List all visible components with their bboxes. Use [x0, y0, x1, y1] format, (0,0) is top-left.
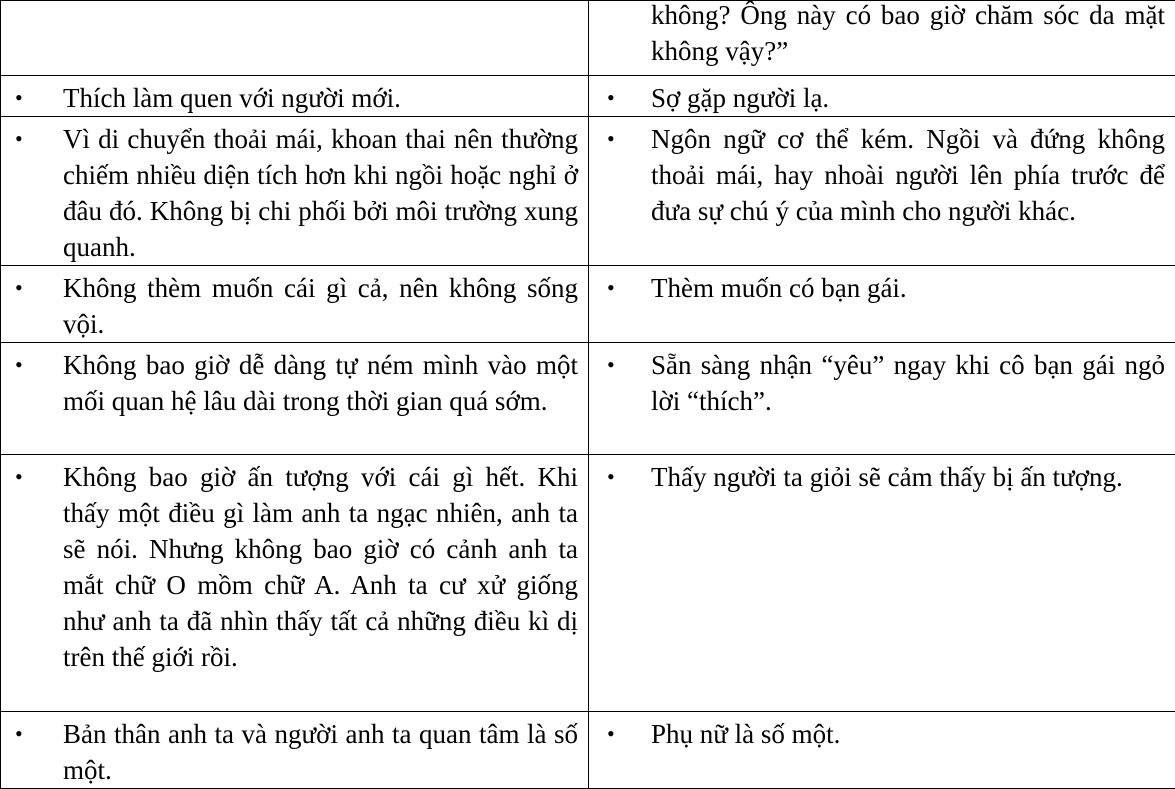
cell-text: Không bao giờ dễ dàng tự ném mình vào một mối quan hệ lâu dài trong thời gian quá sớm. [63, 350, 578, 416]
cell-text: Ngôn ngữ cơ thể kém. Ngồi và đứng không thoải mái, hay nhoài người lên phía trước để đưa sự chú ý của mình cho người khác. [651, 124, 1165, 226]
table-row [1, 712, 1175, 789]
cell-text: Không thèm muốn cái gì cả, nên không sống vội. [63, 273, 578, 339]
bullet-icon: • [607, 80, 615, 116]
cell-text: Không bao giờ ấn tượng với cái gì hết. Khi thấy một điều gì làm anh ta ngạc nhiên, anh ta sẽ nói. Nhưng không bao giờ có cảnh anh ta mắt chữ O mồm chữ A. Anh ta cư xử giống như anh ta đã nhìn thấy tất cả những điều kì dị trên thế giới rồi. [63, 462, 578, 672]
table-row [1, 266, 1175, 343]
left-cell [1, 117, 589, 266]
table-row [1, 76, 1175, 117]
cell-text: Phụ nữ là số một. [651, 719, 840, 749]
left-cell [1, 712, 589, 789]
bullet-icon: • [607, 121, 615, 157]
cell-text: không? Ông này có bao giờ chăm sóc da mặt không vậy?” [651, 0, 1165, 66]
bullet-icon: • [15, 80, 23, 116]
bullet-icon: • [607, 270, 615, 306]
cell-text: Bản thân anh ta và người anh ta quan tâm là số một. [63, 719, 578, 785]
right-cell [589, 266, 1175, 343]
bullet-icon: • [15, 716, 23, 752]
right-cell [589, 343, 1175, 455]
left-cell [1, 266, 589, 343]
bullet-icon: • [15, 270, 23, 306]
bullet-icon: • [607, 459, 615, 495]
cell-text: Sợ gặp người lạ. [651, 83, 829, 113]
table-row [1, 343, 1175, 455]
right-cell [589, 455, 1175, 712]
table-row [1, 455, 1175, 712]
left-cell [1, 343, 589, 455]
table-row [1, 117, 1175, 266]
bullet-icon: • [607, 716, 615, 752]
cell-text: Sẵn sàng nhận “yêu” ngay khi cô bạn gái ngỏ lời “thích”. [651, 350, 1165, 416]
right-cell [589, 117, 1175, 266]
left-cell [1, 76, 589, 117]
cell-text: Thèm muốn có bạn gái. [651, 273, 907, 303]
right-cell [589, 712, 1175, 789]
cell-text: Vì di chuyển thoải mái, khoan thai nên thường chiếm nhiều diện tích hơn khi ngồi hoặc nghỉ ở đâu đó. Không bị chi phối bởi môi trường xung quanh. [63, 124, 578, 262]
right-cell [589, 76, 1175, 117]
table-row [1, 1, 1175, 76]
bullet-icon: • [607, 347, 615, 383]
bullet-icon: • [15, 121, 23, 157]
cell-text: Thấy người ta giỏi sẽ cảm thấy bị ấn tượng. [651, 462, 1123, 492]
left-cell [1, 455, 589, 712]
bullet-icon: • [15, 347, 23, 383]
right-cell [589, 1, 1175, 76]
cell-text: Thích làm quen với người mới. [63, 83, 401, 113]
bullet-icon: • [15, 459, 23, 495]
left-cell [1, 1, 589, 76]
